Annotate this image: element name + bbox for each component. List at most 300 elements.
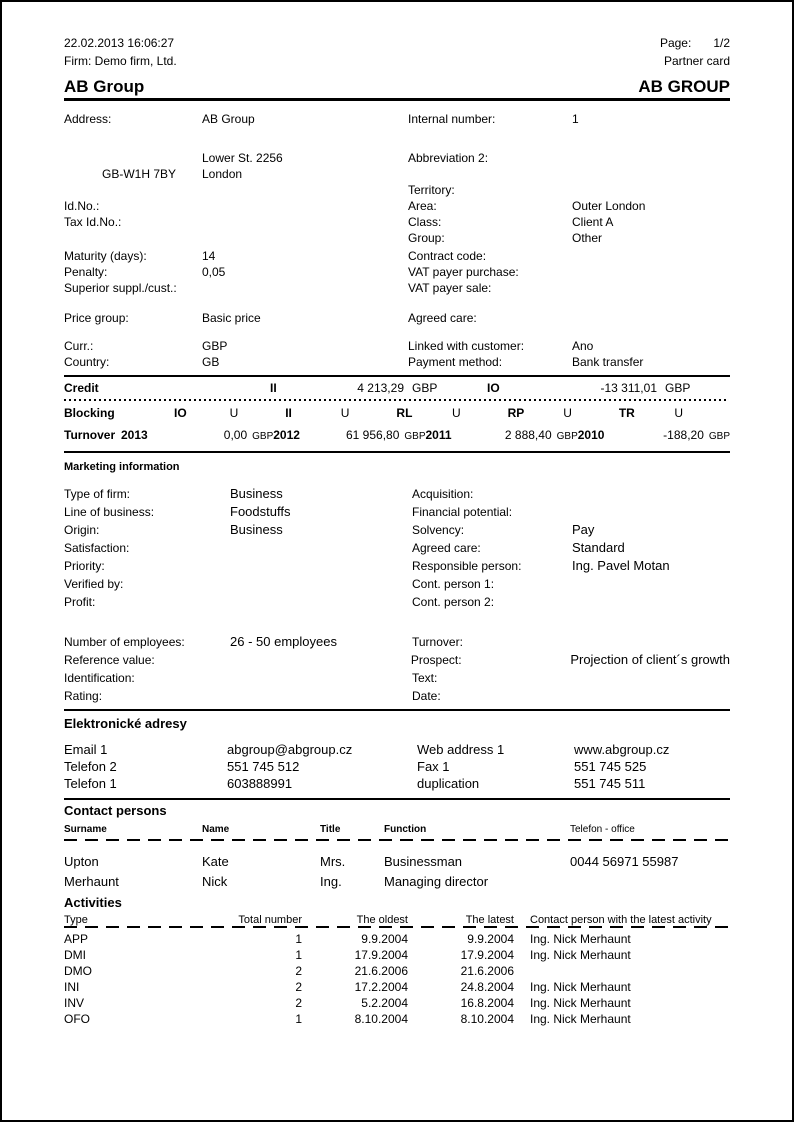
left-field-label-cell [64,557,230,575]
right-field-value: Ano [572,339,594,353]
turnover-year: 2010 [577,428,605,442]
left-field-label: Address: [64,112,112,126]
company-title-row [64,76,730,98]
marketing-row [64,633,730,651]
right-field-value [572,633,730,651]
contact-name: Nick [202,874,228,889]
right-field-value: Client A [572,215,614,229]
left-field-value: GBP [202,339,228,353]
activity-type: OFO [64,1012,90,1026]
left-field-value: Foodstuffs [230,504,291,519]
contact-surname: Upton [64,854,99,869]
contact-name: Kate [202,854,229,869]
turnover-value: 61 956,80 [345,428,400,442]
turnover-currency: GBP [556,431,578,442]
turnover-years [121,427,730,445]
credit-code-1: II [270,381,277,395]
left-field-label: Maturity (days): [64,249,147,263]
activity-total-number: 1 [295,932,302,946]
left-field-label-cell [64,575,230,593]
left-field-label: Origin: [64,523,100,537]
postal-code [176,198,202,214]
marketing-row [64,557,730,575]
activity-type: INV [64,996,85,1010]
right-field-value: Standard [572,540,625,555]
address-label-1: Email 1 [64,742,108,757]
info-row [64,150,730,166]
left-field-label-cell [64,338,202,354]
left-field-value: 0,05 [202,265,226,279]
activity-latest-date: 21.6.2006 [460,964,514,978]
info-row [64,214,730,230]
left-field-label-cell [64,521,230,539]
info-group [64,248,730,296]
address-value-1: abgroup@abgroup.cz [227,742,353,757]
turnover-year: 2012 [273,428,300,442]
left-field-label: Penalty: [64,265,108,279]
activity-oldest-date: 17.2.2004 [354,980,408,994]
info-row [64,111,730,127]
activity-total-number: 1 [295,1012,302,1026]
turnover-currency: GBP [252,431,274,442]
page-label: Page: [659,36,692,50]
right-field-label: VAT payer sale: [408,281,492,295]
left-field-label-cell [64,310,202,326]
info-group [64,111,730,127]
contact-function: Businessman [384,854,463,869]
right-field-value [572,503,730,521]
left-field-value: Lower St. 2256 [202,151,283,165]
credit-dotted-divider [64,399,726,401]
info-row [64,264,730,280]
left-field-label: Reference value: [64,653,155,667]
contact-surname: Merhaunt [64,874,119,889]
credit-currency-1: GBP [412,381,438,395]
info-row [64,338,730,354]
left-field-label-cell [64,687,230,705]
activity-oldest-date: 17.9.2004 [354,948,408,962]
activity-total-number: 2 [295,980,302,994]
left-field-label-cell [64,264,202,280]
left-field-label-cell [64,539,230,557]
left-field-label-cell [64,182,202,198]
left-field-value: GB [202,355,220,369]
left-field-label: Line of business: [64,505,155,519]
right-field-label: Cont. person 2: [412,595,495,609]
left-field-value: London [202,167,243,181]
activity-oldest-date: 8.10.2004 [354,1012,408,1026]
right-field-label: Class: [408,215,442,229]
marketing-section [64,485,730,705]
address-label-2: duplication [417,776,480,791]
right-field-value [572,280,730,296]
latest-contact-column-header: Contact person with the latest activity [530,914,712,926]
left-field-value [230,575,412,593]
info-row [64,230,730,246]
credit-value-2: -13 311,01 [600,381,657,395]
left-field-label-cell [64,111,202,127]
marketing-bottom-divider [64,709,730,711]
address-label-2: Fax 1 [417,759,450,774]
right-field-value [572,166,730,182]
postal-code [176,230,202,246]
contact-persons-header-row [64,824,730,836]
turnover-year: 2013 [121,428,148,442]
blocking-pair [508,405,619,421]
page-indicator [660,34,730,52]
address-label-1: Telefon 1 [64,776,117,791]
contact-title: Ing. [320,874,342,889]
blocking-code: IO [174,406,187,420]
activity-total-number: 2 [295,964,302,978]
activity-row [64,947,730,963]
left-field-label-cell [64,230,202,246]
left-field-label: Id.No.: [64,199,100,213]
contact-persons-dashed-divider [64,839,730,841]
contact-title: Mrs. [320,854,346,869]
right-field-value [572,669,730,687]
marketing-row [64,687,730,705]
left-field-value: 26 - 50 employees [230,634,337,649]
turnover-year-group [273,427,425,445]
right-field-label: Financial potential: [412,505,513,519]
activity-row [64,995,730,1011]
blocking-pair [285,405,396,421]
left-field-value [230,539,412,557]
left-field-value: 14 [202,249,216,263]
contact-function: Managing director [384,874,489,889]
activity-latest-date: 24.8.2004 [460,980,514,994]
marketing-row [64,539,730,557]
marketing-heading: Marketing information [64,461,180,473]
blocking-pair [174,405,285,421]
activity-latest-contact: Ing. Nick Merhaunt [530,996,631,1010]
left-field-value: Basic price [202,311,261,325]
blocking-value: U [452,406,461,420]
activity-latest-contact [514,963,730,979]
left-field-value [229,651,410,669]
left-field-value: AB Group [202,112,255,126]
contact-persons-heading: Contact persons [64,803,167,818]
right-field-label: Responsible person: [412,559,522,573]
blocking-value: U [340,406,350,420]
left-field-label: Country: [64,355,110,369]
activity-total-number: 1 [295,948,302,962]
left-field-label-cell [64,198,202,214]
marketing-row [64,521,730,539]
left-field-label: Superior suppl./cust.: [64,281,177,295]
left-field-value [230,669,412,687]
activities-heading: Activities [64,895,122,910]
activity-oldest-date: 21.6.2006 [354,964,408,978]
right-field-label: Turnover: [412,635,463,649]
info-row [64,354,730,370]
postal-code [177,280,203,296]
activity-latest-contact: Ing. Nick Merhaunt [530,980,631,994]
right-field-label: VAT payer purchase: [408,265,519,279]
left-field-label-cell [64,150,202,166]
right-field-label: Contract code: [408,249,487,263]
general-info-section [64,111,730,370]
left-field-value [202,230,408,246]
right-field-label: Agreed care: [408,311,477,325]
activity-type: APP [64,932,89,946]
marketing-group [64,633,730,705]
address-value-2: 551 745 511 [574,776,646,791]
postal-code [176,354,202,370]
activity-total-number: 2 [295,996,302,1010]
right-field-value: Ing. Pavel Motan [572,558,670,573]
left-field-label: Priority: [64,559,105,573]
left-field-value: Business [230,486,283,501]
contact-persons-rows [64,852,730,892]
right-field-value: Other [572,231,603,245]
type-column-header: Type [64,914,88,926]
blocking-pairs [174,405,730,421]
right-field-value [572,575,730,593]
right-field-label: Linked with customer: [408,339,525,353]
credit-row [64,377,730,397]
left-field-label-cell [64,280,202,296]
left-field-label-cell [64,633,230,651]
right-field-label: Agreed care: [412,541,481,555]
left-field-label-cell [64,485,230,503]
blocking-code: II [285,406,292,420]
activities-rows [64,931,730,1027]
right-field-label: Payment method: [408,355,503,369]
right-field-label: Internal number: [408,112,496,126]
left-field-value [202,214,408,230]
marketing-row [64,485,730,503]
left-field-label: Curr.: [64,339,94,353]
right-field-value [572,150,730,166]
credit-label: Credit [64,381,99,395]
activity-latest-date: 16.8.2004 [460,996,514,1010]
contact-phone: 0044 56971 55987 [570,854,679,869]
left-field-value [230,687,412,705]
right-field-value [572,687,730,705]
turnover-value: 2 888,40 [504,428,552,442]
postal-code [176,248,202,264]
blocking-code: RL [396,406,413,420]
electronic-addresses-heading: Elektronické adresy [64,716,187,731]
report-name: Partner card [663,54,730,68]
left-field-value [202,280,408,296]
left-field-label: Tax Id.No.: [64,215,122,229]
left-field-label-cell [64,248,202,264]
postal-code [176,310,202,326]
right-field-label: Abbreviation 2: [408,151,489,165]
credit-section-bottom-divider [64,451,730,453]
left-field-label: Profit: [64,595,96,609]
left-field-value [230,557,412,575]
oldest-column-header: The oldest [356,914,408,926]
blocking-label: Blocking [64,406,115,420]
left-field-value [202,198,408,214]
blocking-value: U [563,406,572,420]
info-row [64,198,730,214]
total-number-column-header: Total number [238,914,302,926]
address-value-2: www.abgroup.cz [574,742,670,757]
activity-latest-contact: Ing. Nick Merhaunt [530,932,631,946]
right-field-value: 1 [572,112,579,126]
left-field-label-cell [64,354,202,370]
left-field-label: Price group: [64,311,129,325]
report-header-row-2 [64,52,730,70]
turnover-label: Turnover [64,428,116,442]
activity-latest-contact: Ing. Nick Merhaunt [530,1012,631,1026]
activity-row [64,1011,730,1027]
info-row [64,310,730,326]
header-divider [64,98,730,101]
postal-code [176,111,202,127]
activities-dashed-divider [64,926,730,928]
postal-code [176,214,202,230]
turnover-year-group [426,427,578,445]
left-field-label: Rating: [64,689,103,703]
left-field-value [230,593,412,611]
page-number: 1/2 [713,36,730,50]
postal-code [176,264,202,280]
right-field-value: Pay [572,522,595,537]
right-field-value: Projection of client´s growth [570,652,730,667]
right-field-label [408,166,572,182]
right-field-label: Area: [408,199,437,213]
address-label-2: Web address 1 [417,742,505,757]
turnover-currency: GBP [404,431,426,442]
report-header-row-1 [64,34,730,52]
right-field-value [572,310,730,326]
right-field-value: Bank transfer [572,355,644,369]
left-field-label: Type of firm: [64,487,131,501]
info-row [64,280,730,296]
address-value-2: 551 745 525 [574,759,647,774]
turnover-year-group [121,427,273,445]
activity-row [64,979,730,995]
credit-value-1: 4 213,29 [357,381,404,395]
right-field-label: Acquisition: [412,487,474,501]
blocking-code: TR [618,406,635,420]
info-group [64,310,730,326]
firm-name: Firm: Demo firm, Ltd. [64,54,177,68]
turnover-value: -188,20 [663,428,704,442]
address-label-1: Telefon 2 [64,759,117,774]
right-field-value: Outer London [572,199,646,213]
right-field-label: Group: [408,231,445,245]
credit-currency-2: GBP [665,381,691,395]
postal-code [176,338,202,354]
contact-phone [570,872,730,892]
info-row [64,248,730,264]
address-row [64,775,730,792]
address-row [64,758,730,775]
activity-latest-date: 17.9.2004 [460,948,514,962]
addresses-bottom-divider [64,798,730,800]
right-field-value [572,485,730,503]
address-value-1: 603888991 [227,776,293,791]
left-field-value: Business [230,522,283,537]
contact-person-row [64,852,730,872]
blocking-pair [619,405,730,421]
left-field-label-cell [64,593,230,611]
turnover-currency: GBP [708,431,730,442]
right-field-value [572,593,730,611]
credit-code-2: IO [487,381,500,395]
turnover-value: 0,00 [223,428,248,442]
activities-header-row [64,914,730,926]
left-field-label-cell [64,503,230,521]
activity-oldest-date: 9.9.2004 [361,932,408,946]
activity-type: DMO [64,964,92,978]
surname-column-header: Surname [64,824,107,835]
blocking-value: U [229,406,239,420]
right-field-value [572,182,730,198]
postal-code [176,182,202,198]
activity-type: DMI [64,948,86,962]
activity-latest-date: 8.10.2004 [460,1012,514,1026]
marketing-row [64,503,730,521]
company-abbreviation: AB GROUP [638,77,730,96]
latest-column-header: The latest [465,914,514,926]
right-field-label: Text: [412,671,438,685]
turnover-year-group [578,427,730,445]
right-field-label: Solvency: [412,523,465,537]
title-column-header: Title [320,824,341,835]
blocking-row [64,405,730,421]
marketing-row [64,575,730,593]
right-field-label: Prospect: [410,653,462,667]
left-field-label-cell [64,214,202,230]
activity-oldest-date: 5.2.2004 [361,996,408,1010]
name-column-header: Name [202,824,230,835]
blocking-pair [396,405,507,421]
address-row [64,741,730,758]
left-field-label: Verified by: [64,577,124,591]
info-group [64,338,730,370]
postal-code: GB-W1H 7BY [101,167,176,181]
address-value-1: 551 745 512 [227,759,300,774]
activity-row [64,931,730,947]
left-field-label: Identification: [64,671,135,685]
blocking-value: U [674,406,684,420]
right-field-value [572,248,730,264]
right-field-label: Cont. person 1: [412,577,495,591]
right-field-label: Date: [412,689,441,703]
left-field-value [202,182,408,198]
info-group [64,150,730,246]
postal-code [176,150,202,166]
info-row [64,166,730,182]
electronic-addresses-section [64,741,730,792]
left-field-label-cell [64,651,229,669]
left-field-label: Number of employees: [64,635,185,649]
marketing-row [64,669,730,687]
left-field-label: Satisfaction: [64,541,130,555]
marketing-row [64,593,730,611]
right-field-label: Territory: [408,183,455,197]
contact-person-row [64,872,730,892]
info-row [64,182,730,198]
function-column-header: Function [384,824,427,835]
report-datetime: 22.02.2013 16:06:27 [64,36,175,50]
right-field-value [572,264,730,280]
activity-latest-date: 9.9.2004 [467,932,514,946]
activity-row [64,963,730,979]
marketing-row [64,651,730,669]
left-field-label-cell [64,166,202,182]
activity-latest-contact: Ing. Nick Merhaunt [530,948,631,962]
phone-column-header: Telefon - office [570,824,635,835]
